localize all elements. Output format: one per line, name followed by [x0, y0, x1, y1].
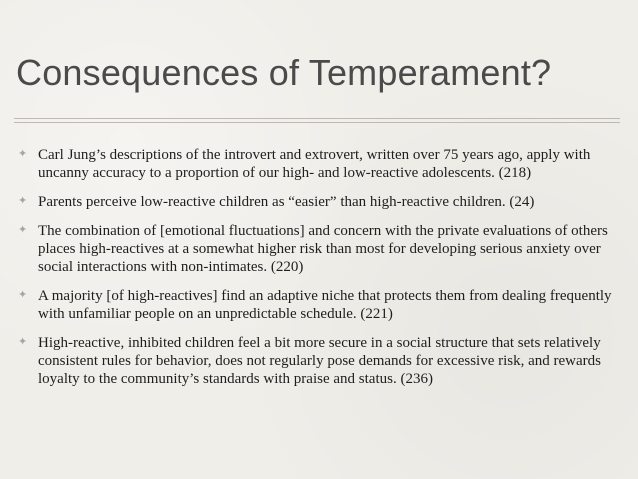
bullet-item [18, 222, 618, 276]
bullet-item [18, 334, 618, 388]
bullet-list [18, 146, 618, 399]
bullet-text: The combination of [emotional fluctuations] and concern with the private evaluations of others places high-reactives at a somewhat higher risk than most for developing serious anxiety over social interactions with non-intimates. (220) [38, 223, 608, 275]
title-divider-bottom [14, 122, 620, 123]
slide-title: Consequences of Temperament? [16, 52, 552, 93]
bullet-item [18, 287, 618, 323]
bullet-text: High-reactive, inhibited children feel a bit more secure in a social structure that sets relatively consistent rules for behavior, does not regularly pose demands for excessive risk, and rewards loyalty to the community’s standards with praise and status. (236) [38, 335, 601, 387]
bullet-text: Carl Jung’s descriptions of the introvert and extrovert, written over 75 years ago, apply with uncanny accuracy to a proportion of our high- and low-reactive adolescents. (218) [38, 147, 591, 181]
bullet-text: A majority [of high-reactives] find an adaptive niche that protects them from dealing frequently with unfamiliar people on an unpredictable schedule. (221) [38, 288, 612, 322]
star-bullet-icon: ✦ [18, 335, 28, 348]
title-divider-top [14, 118, 620, 119]
star-bullet-icon: ✦ [18, 288, 28, 301]
bullet-text: Parents perceive low-reactive children as “easier” than high-reactive children. (24) [38, 194, 535, 210]
bullet-item [18, 146, 618, 182]
bullet-item [18, 193, 618, 211]
star-bullet-icon: ✦ [18, 223, 28, 236]
star-bullet-icon: ✦ [18, 194, 28, 207]
star-bullet-icon: ✦ [18, 147, 28, 160]
